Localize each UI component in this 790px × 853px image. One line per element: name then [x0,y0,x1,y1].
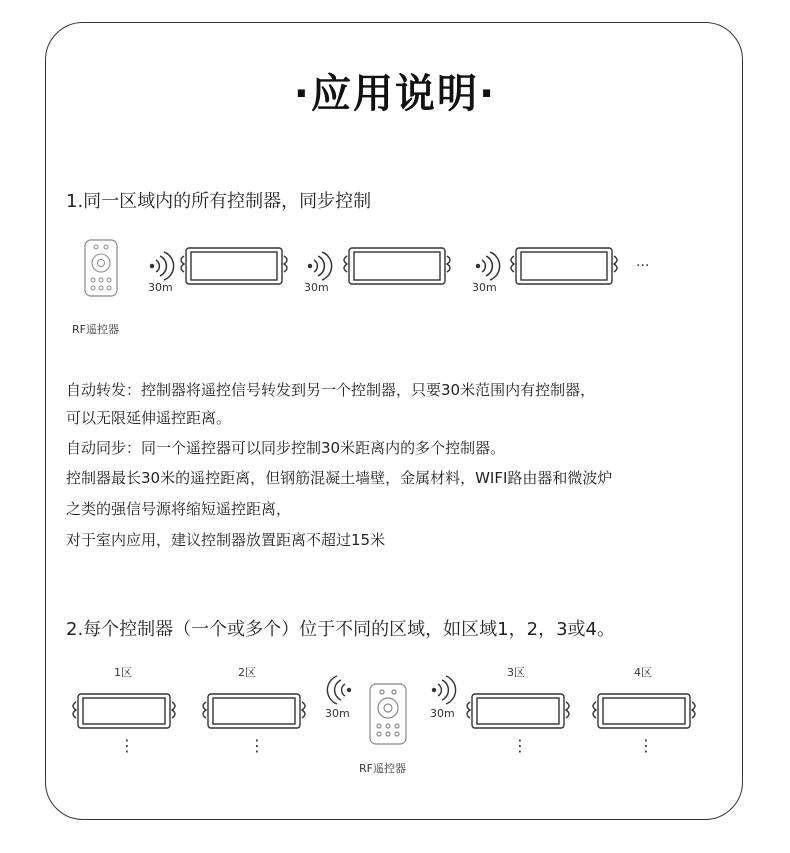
controller-icon [511,248,617,284]
paragraph: 自动同步：同一个遥控器可以同步控制30米距离内的多个控制器。 [66,439,506,457]
controller-icon [203,694,305,728]
distance-label: 30m [304,281,329,294]
remote-icon [370,684,406,744]
paragraph: 自动转发：控制器将遥控信号转发到另一个控制器，只要30米范围内有控制器， [66,381,596,399]
signal-icon [327,676,350,704]
zone-label: 2区 [238,666,256,679]
distance-label: 30m [430,707,455,720]
controller-icon [467,694,569,728]
zone-label: 3区 [507,666,525,679]
controller-icon [73,694,175,728]
remote-label: RF遥控器 [359,762,406,775]
section2-heading: 2.每个控制器（一个或多个）位于不同的区域，如区域1，2，3或4。 [66,619,615,640]
zone-label: 1区 [114,666,132,679]
paragraph: 可以无限延伸遥控距离。 [66,409,232,427]
controller-icon [593,694,695,728]
section1-heading: 1.同一区域内的所有控制器，同步控制 [66,191,372,212]
remote-label: RF遥控器 [72,323,119,336]
vertical-dots: ⋮ [638,736,654,755]
remote-icon [85,240,117,296]
vertical-dots: ⋮ [249,736,265,755]
distance-label: 30m [325,707,350,720]
zone-label: 4区 [634,666,652,679]
distance-label: 30m [148,281,173,294]
signal-icon [309,252,332,280]
page-title: ·应用说明· [293,71,497,117]
controller-icon [344,248,450,284]
signal-icon [433,676,456,704]
paragraph: 控制器最长30米的遥控距离，但钢筋混凝土墙壁，金属材料，WIFI路由器和微波炉 [66,469,613,487]
vertical-dots: ⋮ [512,736,528,755]
signal-icon [151,252,174,280]
vertical-dots: ⋮ [119,736,135,755]
signal-icon [477,252,500,280]
distance-label: 30m [472,281,497,294]
controller-icon [181,248,287,284]
more-ellipsis: ··· [636,258,650,274]
paragraph: 之类的强信号源将缩短遥控距离， [66,500,292,518]
paragraph: 对于室内应用，建议控制器放置距离不超过15米 [66,531,386,549]
